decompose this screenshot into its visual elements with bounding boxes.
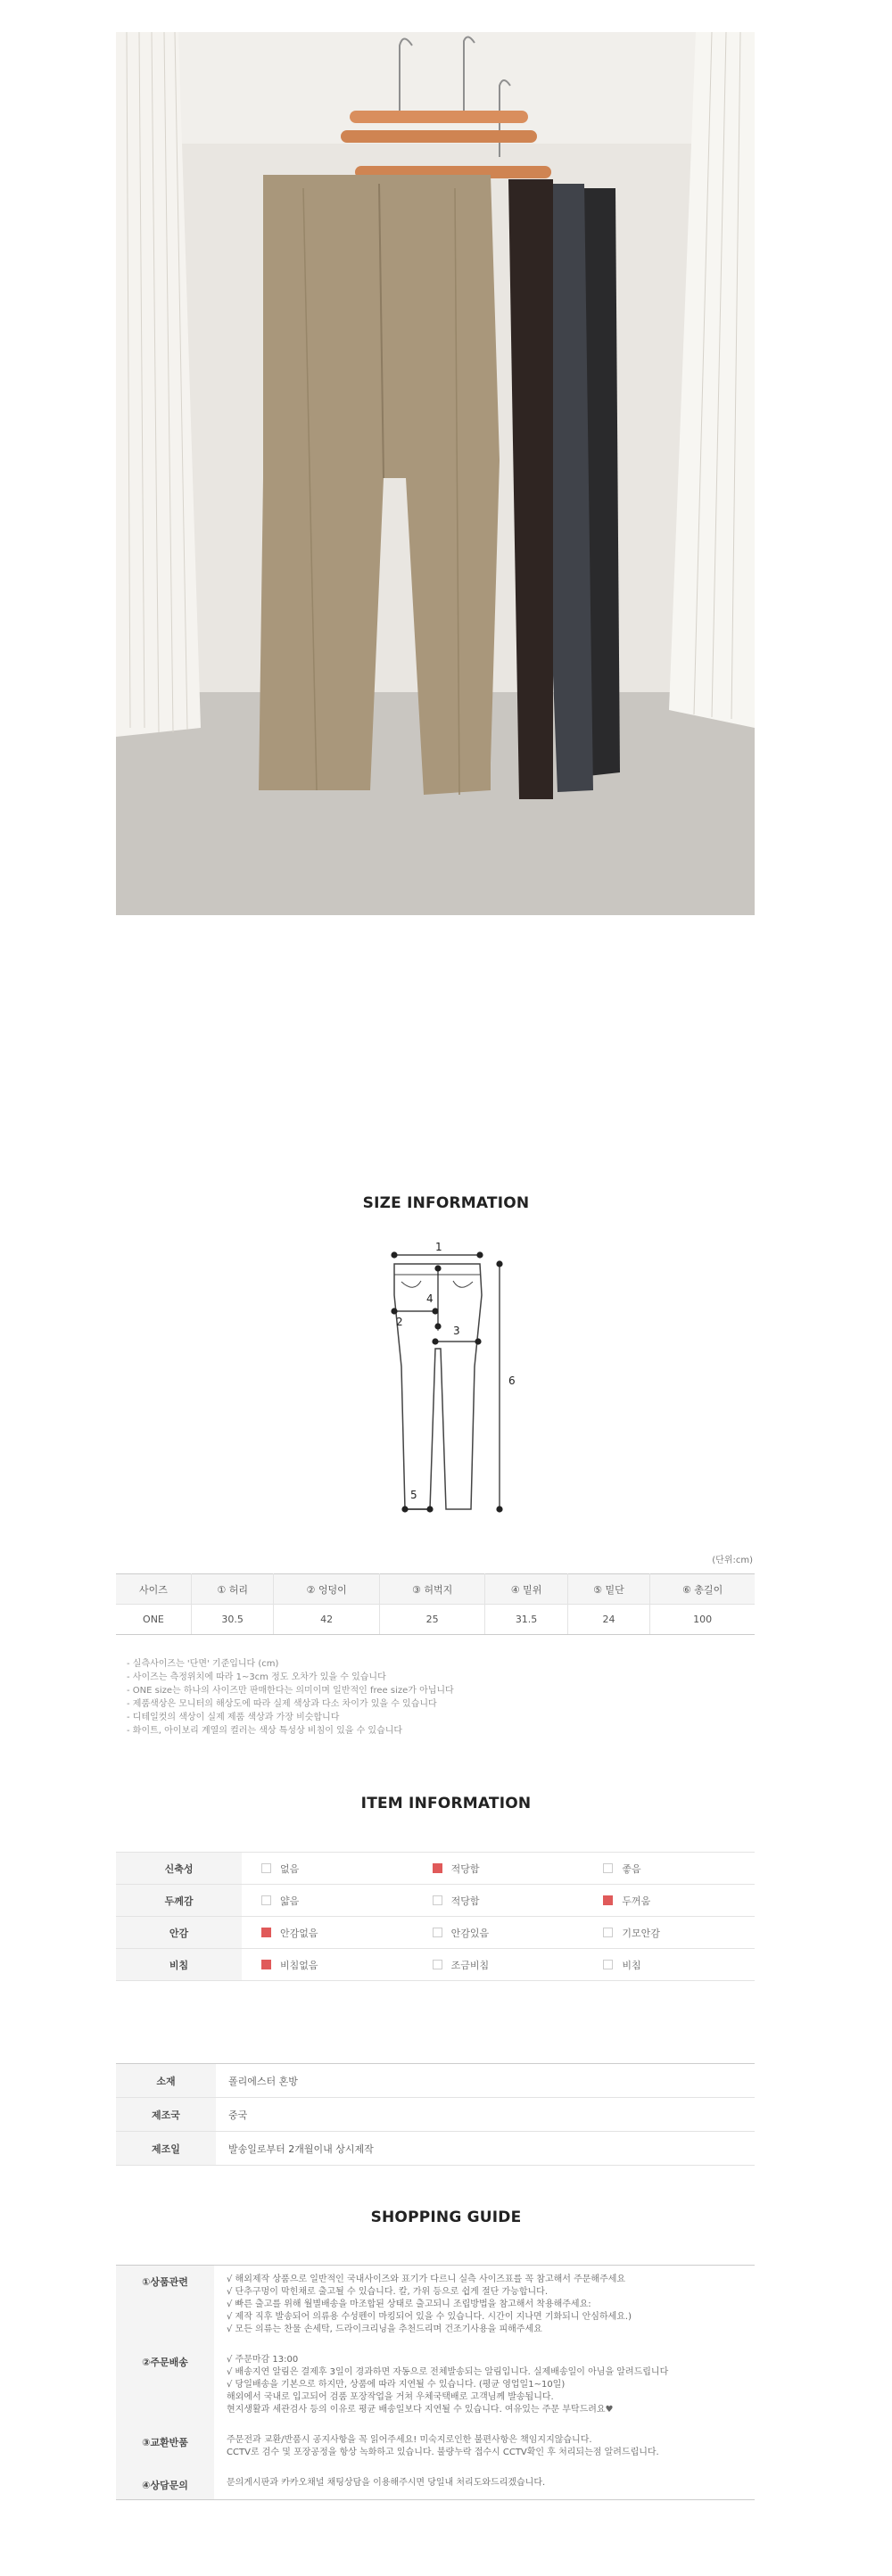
- diagram-label-hip: 2: [396, 1316, 403, 1328]
- checkbox-icon: [603, 1960, 613, 1969]
- item-option: [242, 1853, 413, 1885]
- size-cell: 24: [567, 1605, 649, 1635]
- guide-body: [214, 2346, 755, 2426]
- option-label: 비침없음: [280, 1959, 318, 1971]
- guide-line: √ 제작 직후 발송되어 의류용 수성펜이 마킹되어 있을 수 있습니다. 시간이 지나면 기화되니 안심하세요.): [227, 2312, 632, 2322]
- table-row: [116, 2064, 755, 2098]
- guide-section: [116, 2469, 755, 2499]
- checkbox-checked-icon: [603, 1895, 613, 1905]
- note-line: - 제품색상은 모니터의 해상도에 따라 실제 색상과 다소 차이가 있을 수 있습니다: [127, 1699, 437, 1709]
- item-label: 비침: [116, 1949, 242, 1981]
- option-label: 없음: [280, 1862, 300, 1875]
- guide-section: [116, 2266, 755, 2346]
- item-option: [583, 1885, 755, 1917]
- guide-body: [214, 2426, 755, 2469]
- guide-label: ①상품관련: [116, 2266, 214, 2346]
- checkbox-icon: [433, 1895, 442, 1905]
- checkbox-icon: [261, 1895, 271, 1905]
- size-notes: [127, 1657, 454, 1738]
- guide-body: [214, 2469, 755, 2499]
- diagram-label-rise: 4: [426, 1292, 434, 1305]
- table-row: [116, 2098, 755, 2132]
- option-label: 적당함: [450, 1862, 480, 1875]
- option-label: 기모안감: [622, 1927, 660, 1939]
- shopping-guide-title: SHOPPING GUIDE: [370, 2209, 522, 2226]
- guide-body: [214, 2266, 755, 2346]
- table-row: [116, 1949, 755, 1981]
- checkbox-icon: [603, 1928, 613, 1937]
- option-label: 안감없음: [280, 1927, 318, 1939]
- size-cell: 31.5: [485, 1605, 567, 1635]
- item-option: [413, 1949, 584, 1981]
- option-label: 얇음: [280, 1895, 300, 1907]
- item-option: [413, 1853, 584, 1885]
- info-label: 제조국: [116, 2098, 216, 2132]
- size-header-cell: ③ 허벅지: [379, 1574, 485, 1605]
- info-value: 중국: [216, 2098, 755, 2132]
- checkbox-checked-icon: [261, 1928, 271, 1937]
- table-row: [116, 1885, 755, 1917]
- table-row: [116, 1853, 755, 1885]
- note-line: - 사이즈는 측정위치에 따라 1~3cm 정도 오차가 있을 수 있습니다: [127, 1672, 386, 1682]
- item-option: [583, 1917, 755, 1949]
- guide-label: ②주문배송: [116, 2346, 214, 2426]
- guide-line: CCTV로 검수 및 포장공정을 항상 녹화하고 있습니다. 불량누락 접수시 CCTV확인 후 처리되는점 알려드립니다.: [227, 2448, 659, 2457]
- note-line: - 디테일컷의 색상이 실제 제품 색상과 가장 비슷합니다: [127, 1713, 340, 1722]
- info-label: 소재: [116, 2064, 216, 2098]
- checkbox-icon: [603, 1863, 613, 1873]
- guide-line: 문의게시판과 카카오채널 채팅상담을 이용해주시면 당일내 처리도와드리겠습니다.: [227, 2478, 546, 2488]
- guide-line: √ 배송지연 알림은 결제후 3일이 경과하면 자동으로 전체발송되는 알림입니다. 실제배송일이 아님을 알려드립니다: [227, 2367, 669, 2377]
- item-information-title: ITEM INFORMATION: [360, 1795, 532, 1812]
- item-option: [583, 1853, 755, 1885]
- size-cell: 100: [650, 1605, 755, 1635]
- guide-line: √ 주문마감 13:00: [227, 2355, 299, 2365]
- size-cell: 42: [274, 1605, 380, 1635]
- item-option: [242, 1949, 413, 1981]
- size-header-cell: ④ 밑위: [485, 1574, 567, 1605]
- guide-label: ③교환반품: [116, 2426, 214, 2469]
- item-label: 신축성: [116, 1853, 242, 1885]
- item-option: [242, 1917, 413, 1949]
- guide-section: [116, 2346, 755, 2426]
- item-option: [583, 1949, 755, 1981]
- size-header-cell: ① 허리: [191, 1574, 273, 1605]
- info-label: 제조일: [116, 2132, 216, 2166]
- guide-line: √ 단추구멍이 막힌채로 출고될 수 있습니다. 칼, 가위 등으로 쉽게 절단 가능합니다.: [227, 2287, 548, 2297]
- item-label: 안감: [116, 1917, 242, 1949]
- diagram-label-waist: 1: [435, 1242, 442, 1253]
- guide-line: 주문전과 교환/반품시 공지사항을 꼭 읽어주세요! 미숙지로인한 불편사항은 책임지지않습니다.: [227, 2435, 592, 2445]
- shopping-guide: [116, 2265, 755, 2500]
- guide-line: 해외에서 국내로 입고되어 검품 포장작업을 거쳐 우체국택배로 고객님께 발송됩니다.: [227, 2392, 554, 2402]
- table-row: [116, 1605, 755, 1635]
- option-label: 안감있음: [450, 1927, 490, 1939]
- table-row: [116, 2132, 755, 2166]
- item-option: [413, 1917, 584, 1949]
- product-photo: [116, 32, 755, 915]
- size-header-cell: ② 엉덩이: [274, 1574, 380, 1605]
- option-label: 비침: [622, 1959, 641, 1971]
- size-cell: ONE: [116, 1605, 191, 1635]
- diagram-label-thigh: 3: [453, 1325, 460, 1337]
- size-cell: 25: [379, 1605, 485, 1635]
- checkbox-icon: [261, 1863, 271, 1873]
- diagram-label-hem: 5: [410, 1489, 417, 1501]
- product-info-table: [116, 2063, 755, 2166]
- size-cell: 30.5: [191, 1605, 273, 1635]
- size-header-cell: 사이즈: [116, 1574, 191, 1605]
- diagram-label-length: 6: [508, 1375, 516, 1387]
- checkbox-icon: [433, 1928, 442, 1937]
- size-table: [116, 1573, 755, 1635]
- size-information-title: SIZE INFORMATION: [362, 1194, 530, 1212]
- size-header-cell: ⑥ 총길이: [650, 1574, 755, 1605]
- info-value: 발송일로부터 2개월이내 상시제작: [216, 2132, 755, 2166]
- guide-line: √ 해외제작 상품으로 일반적인 국내사이즈와 표기가 다르니 실측 사이즈표를 꼭 참고해서 주문해주세요: [227, 2275, 626, 2284]
- option-label: 두꺼움: [622, 1895, 651, 1907]
- guide-line: √ 당일배송을 기본으로 하지만, 상품에 따라 지연될 수 있습니다. (평균 영업일1~10일): [227, 2380, 566, 2390]
- pants-size-diagram: [375, 1242, 535, 1525]
- guide-label: ④상담문의: [116, 2469, 214, 2499]
- guide-line: √ 빠른 출고를 위해 월별배송을 마조합된 상태로 출고되니 조립방법을 참고해서 착용해주세요:: [227, 2299, 591, 2309]
- item-label: 두께감: [116, 1885, 242, 1917]
- option-label: 조금비침: [450, 1959, 490, 1971]
- guide-line: 현지생활과 세관검사 등의 이유로 평균 배송일보다 지연될 수 있습니다. 여유있는 주문 부탁드려요♥: [227, 2405, 614, 2415]
- checkbox-checked-icon: [433, 1863, 442, 1873]
- option-label: 적당함: [450, 1895, 480, 1907]
- note-line: - 화이트, 아이보리 계열의 컬러는 색상 특성상 비침이 있을 수 있습니다: [127, 1726, 403, 1736]
- table-row: [116, 1917, 755, 1949]
- note-line: - 실측사이즈는 '단면' 기준입니다 (cm): [127, 1659, 279, 1669]
- guide-section: [116, 2426, 755, 2469]
- item-option: [242, 1885, 413, 1917]
- unit-label: (단위:cm): [712, 1556, 753, 1565]
- info-value: 폴리에스터 혼방: [216, 2064, 755, 2098]
- checkbox-icon: [433, 1960, 442, 1969]
- checkbox-checked-icon: [261, 1960, 271, 1969]
- size-table-header: [116, 1574, 755, 1605]
- guide-line: √ 모든 의류는 찬물 손세탁, 드라이크리닝을 추천드리며 건조기사용을 피해주세요: [227, 2324, 542, 2334]
- item-info-table: [116, 1852, 755, 1981]
- item-option: [413, 1885, 584, 1917]
- size-header-cell: ⑤ 밑단: [567, 1574, 649, 1605]
- option-label: 좋음: [622, 1862, 641, 1875]
- note-line: - ONE size는 하나의 사이즈만 판매한다는 의미이며 일반적인 free size가 아닙니다: [127, 1686, 454, 1696]
